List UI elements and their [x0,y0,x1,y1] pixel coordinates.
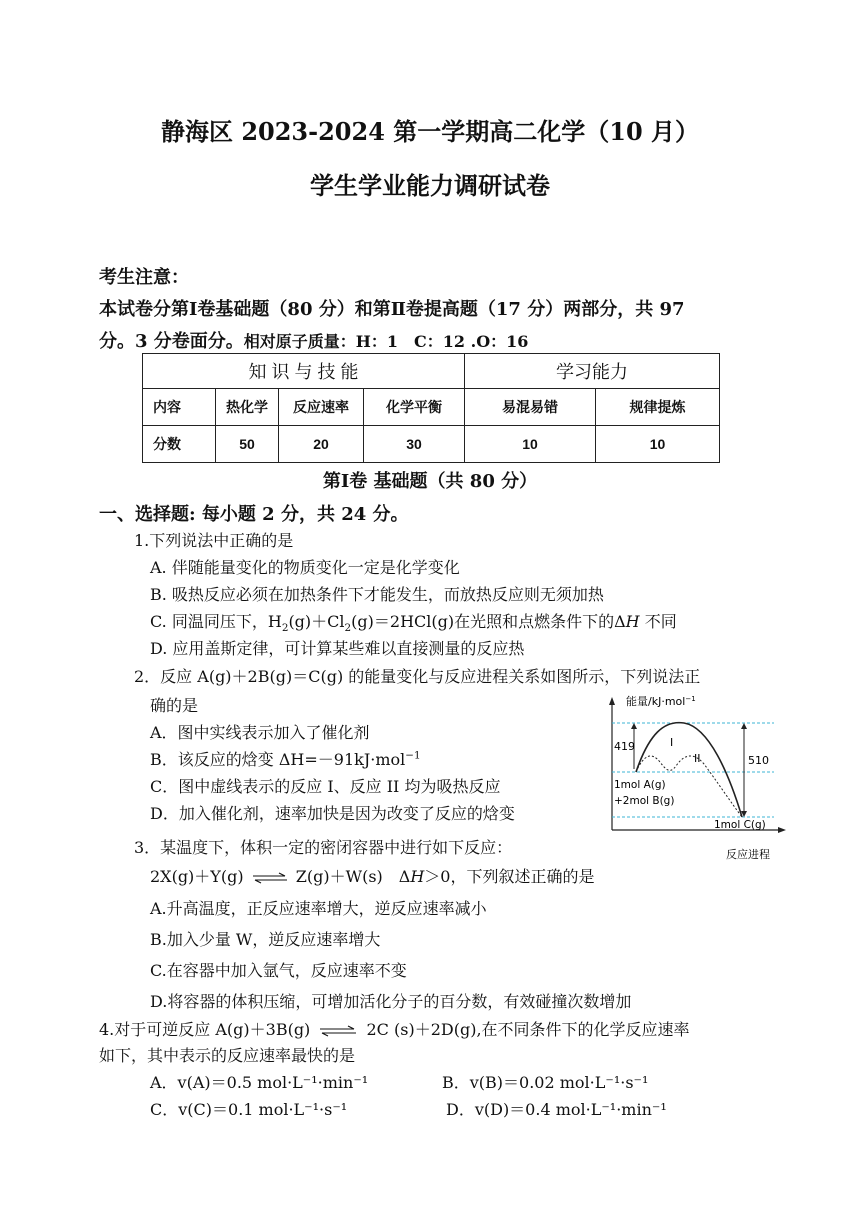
q2-stem-cont: 确的是 [150,696,199,715]
y-axis-arrow-icon [609,697,615,705]
arrow-510-top-head-icon [741,723,747,729]
q1-stem: 1.下列说法中正确的是 [134,531,294,550]
label-product: 1mol C(g) [714,819,766,831]
score-thermo: 50 [216,426,279,463]
label-reaction-i: I [670,736,674,749]
x-axis-arrow-icon [778,827,786,833]
col-thermo: 热化学 [216,389,279,426]
q1-option-a: A. 伴随能量变化的物质变化一定是化学变化 [150,558,460,577]
row-label-content: 内容 [143,389,216,426]
q4-stem-cont: 如下，其中表示的反应速率最快的是 [99,1046,356,1065]
label-419: 419 [614,740,635,753]
y-axis-label: 能量/kJ·mol$^{-1}$ [626,695,696,708]
notice-score-note: 分。3 分卷面分。 [99,331,244,352]
notice-atomic-mass: 相对原子质量：H：1 C：12 .O：16 [243,332,529,351]
q2-stem: 2．反应 A(g)＋2B(g)＝C(g) 的能量变化与反应进程关系如图所示，下列说法正 [134,667,701,686]
energy-diagram [604,694,794,866]
group-learning-ability: 学习能力 [465,354,720,389]
equilibrium-arrow-icon [318,1025,358,1037]
label-reaction-ii: II [694,752,701,765]
notice-line1: 本试卷分第Ⅰ卷基础题（80 分）和第Ⅱ卷提高题（17 分）两部分，共 97 [99,299,685,320]
section-title: 第Ⅰ卷 基础题（共 80 分） [322,471,538,492]
equilibrium-arrow-icon [251,872,289,884]
col-pattern: 规律提炼 [596,389,720,426]
q4-option-b: B．v(B)＝0.02 mol·L⁻¹·s⁻¹ [442,1073,649,1092]
score-pattern: 10 [596,426,720,463]
score-confusing: 10 [465,426,596,463]
x-axis-label: 反应进程 [726,848,770,861]
q1-option-d: D. 应用盖斯定律，可计算某些难以直接测量的反应热 [150,639,525,658]
q4-option-c: C．v(C)＝0.1 mol·L⁻¹·s⁻¹ [150,1100,348,1119]
label-reactant-b: +2mol B(g) [614,795,675,807]
score-table [142,353,720,463]
label-510: 510 [748,754,769,767]
q3-option-d: D.将容器的体积压缩，可增加活化分子的百分数，有效碰撞次数增加 [150,992,632,1011]
paper-subtitle: 学生学业能力调研试卷 [310,171,550,200]
label-reactant-a: 1mol A(g) [614,779,666,791]
q2-option-c: C．图中虚线表示的反应 I、反应 II 均为吸热反应 [150,777,501,796]
notice-line2 [99,327,528,353]
q3-option-b: B.加入少量 W，逆反应速率增大 [150,930,381,949]
q2-option-d: D．加入催化剂，速率加快是因为改变了反应的焓变 [150,804,515,823]
q1-option-b: B. 吸热反应必须在加热条件下才能发生，而放热反应则无须加热 [150,585,604,604]
arrow-419-head-icon [631,723,637,729]
score-equilibrium: 30 [364,426,465,463]
q2-option-a: A．图中实线表示加入了催化剂 [150,723,370,742]
paper-title: 静海区 2023-2024 第一学期高二化学（10 月） [160,117,700,146]
row-label-score: 分数 [143,426,216,463]
q3-option-a: A.升高温度，正反应速率增大，逆反应速率减小 [150,899,487,918]
notice-heading: 考生注意： [99,267,189,288]
part-title: 一、选择题: 每小题 2 分，共 24 分。 [99,504,409,525]
q4-option-a: A．v(A)＝0.5 mol·L⁻¹·min⁻¹ [150,1073,369,1092]
q4-stem: 4.对于可逆反应 A(g)＋3B(g) 2C (s)＋2D(g),在不同条件下的化学反应速率 [99,1020,690,1039]
q3-stem: 3．某温度下，体积一定的密闭容器中进行如下反应： [134,838,513,857]
group-knowledge-skill: 知 识 与 技 能 [143,354,465,389]
q2-option-b: B．该反应的焓变 ΔH=－91kJ·mol$^{-1}$ [150,749,421,769]
col-equilibrium: 化学平衡 [364,389,465,426]
score-rate: 20 [279,426,364,463]
col-confusing: 易混易错 [465,389,596,426]
q3-option-c: C.在容器中加入氩气，反应速率不变 [150,961,407,980]
q3-equation: 2X(g)＋Y(g) Z(g)＋W(s) ΔH＞0，下列叙述正确的是 [150,867,595,886]
col-rate: 反应速率 [279,389,364,426]
q4-option-d: D．v(D)＝0.4 mol·L⁻¹·min⁻¹ [446,1100,667,1119]
q1-option-c: C. 同温同压下，$H_2(g)+Cl_2(g)=2HCl(g)$在光照和点燃条件下的ΔH 不同 [150,612,677,635]
